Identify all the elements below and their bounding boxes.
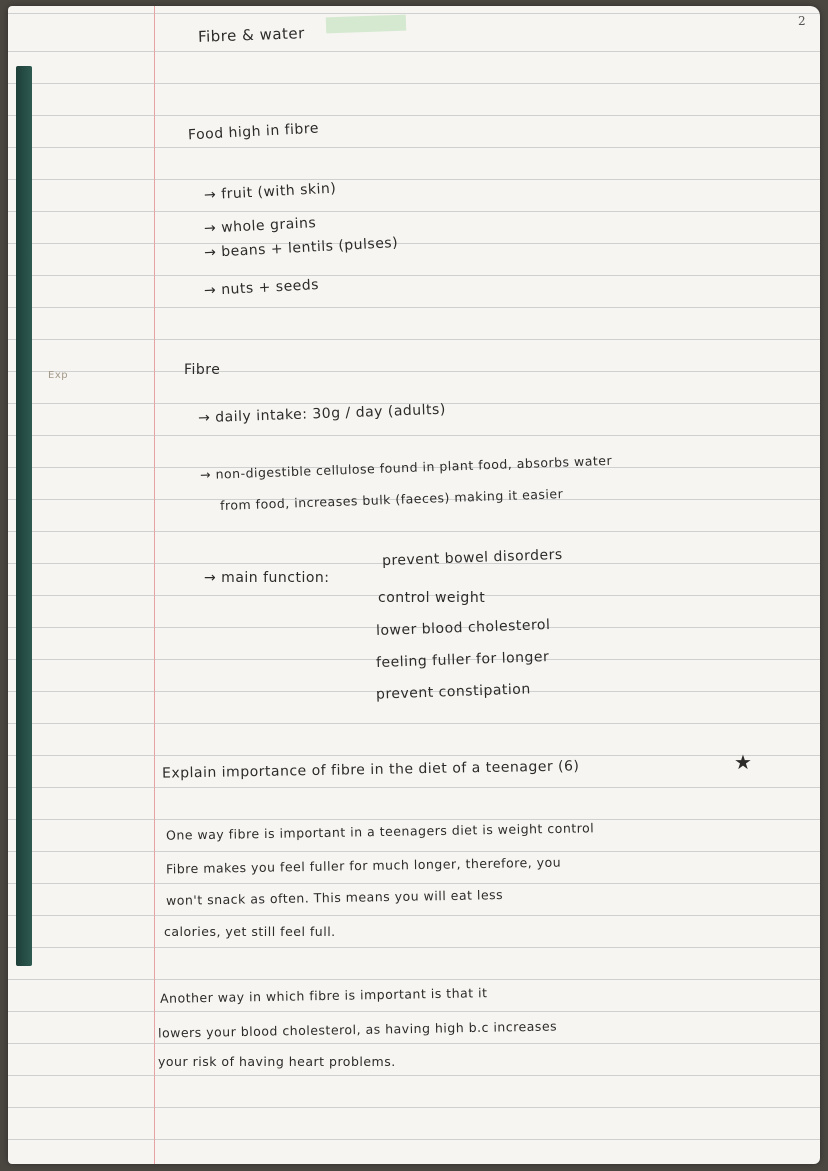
notebook-page: [8, 6, 820, 1164]
food-item: → beans + lentils (pulses): [203, 234, 399, 262]
star-icon: ★: [734, 750, 753, 774]
answer-line: One way fibre is important in a teenagers diet is weight control: [165, 820, 595, 843]
exam-question: Explain importance of fibre in the diet of a teenager (6): [161, 758, 580, 782]
main-function-label: → main function:: [204, 570, 330, 586]
food-item: → fruit (with skin): [203, 180, 337, 204]
definition-line: from food, increases bulk (faeces) making it easier: [219, 486, 564, 513]
page-title: Fibre & water: [197, 24, 306, 46]
fibre-heading: Fibre: [184, 362, 221, 378]
notebook-binding: [16, 66, 32, 966]
definition-line: → non-digestible cellulose found in plant food, absorbs water: [199, 452, 613, 483]
function-item: prevent bowel disorders: [381, 546, 563, 570]
highlighter-mark: [326, 15, 407, 34]
food-item: → whole grains: [203, 215, 317, 237]
answer-line: won't snack as often. This means you will eat less: [165, 887, 504, 908]
function-item: lower blood cholesterol: [375, 616, 551, 640]
margin-note: Exp: [48, 370, 69, 381]
function-item: prevent constipation: [375, 681, 531, 703]
answer-line: Fibre makes you feel fuller for much longer, therefore, you: [165, 854, 562, 877]
foods-heading: Food high in fibre: [187, 120, 320, 144]
food-item: → nuts + seeds: [203, 277, 320, 299]
page-corner-mark: 2: [798, 14, 806, 28]
answer-line: Another way in which fibre is important is that it: [159, 985, 488, 1006]
function-item: feeling fuller for longer: [375, 648, 550, 672]
answer-line: lowers your blood cholesterol, as having high b.c increases: [157, 1018, 558, 1041]
margin-line: [154, 6, 155, 1164]
daily-intake: → daily intake: 30g / day (adults): [197, 401, 447, 427]
answer-line: your risk of having heart problems.: [158, 1054, 396, 1069]
answer-line: calories, yet still feel full.: [164, 924, 336, 939]
function-item: control weight: [378, 590, 486, 606]
